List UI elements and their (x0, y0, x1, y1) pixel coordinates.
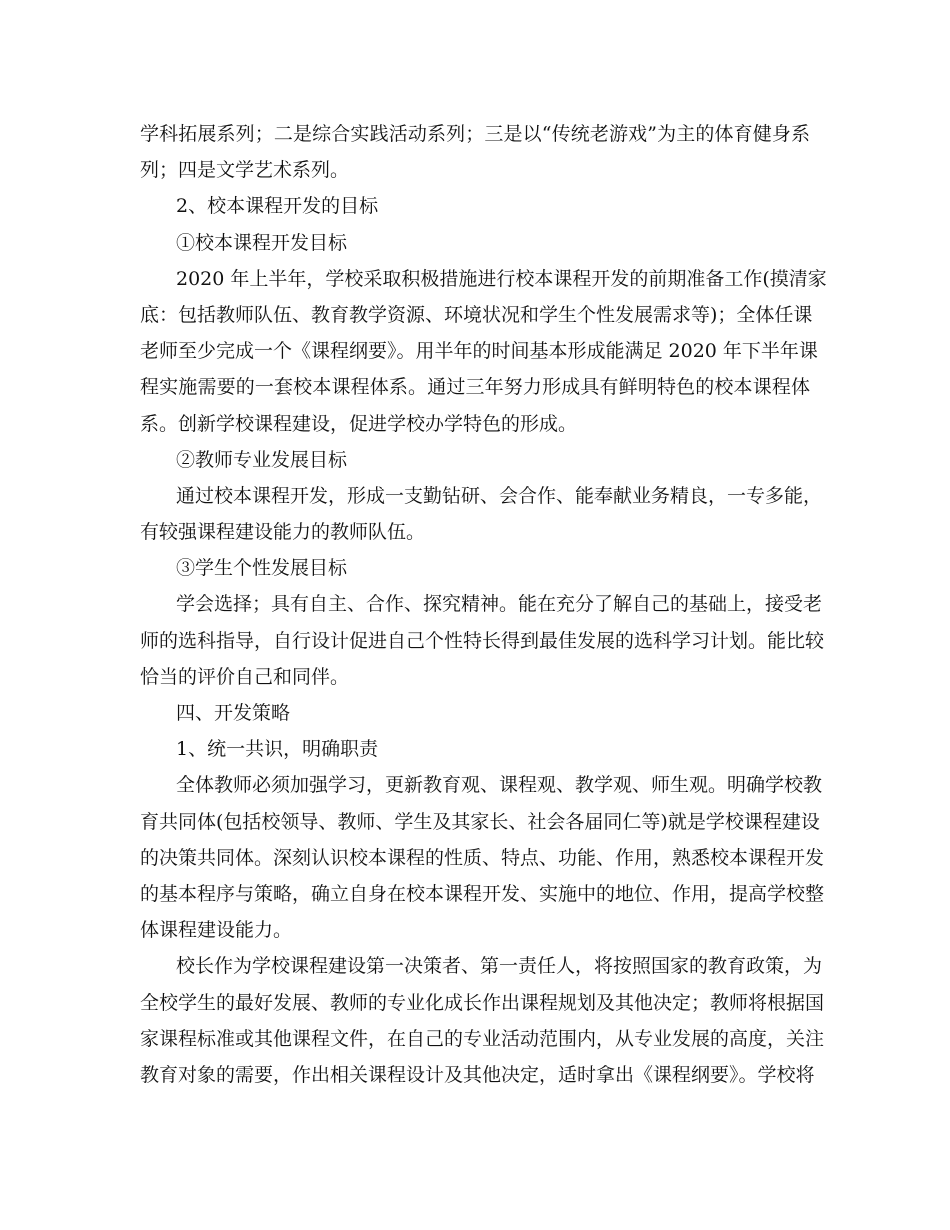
text-line: 系。创新学校课程建设，促进学校办学特色的形成。 (140, 412, 578, 435)
text-line: 全校学生的最好发展、教师的专业化成长作出课程规划及其他决定；教师将根据国 (140, 991, 825, 1014)
document-body (140, 116, 827, 1093)
text-line: 1、统一共识，明确职责 (176, 738, 379, 761)
text-line: 校长作为学校课程建设第一决策者、第一责任人，将按照国家的教育政策，为 (176, 955, 823, 978)
text-line: 教育对象的需要，作出相关课程设计及其他决定，适时拿出《课程纲要》。学校将 (140, 1063, 815, 1086)
text-line: 学科拓展系列；二是综合实践活动系列；三是以“传统老游戏”为主的体育健身系 (140, 123, 810, 145)
text-line: 体课程建设能力。 (140, 919, 293, 942)
text-line: 2020 年上半年，学校采取积极措施进行校本课程开发的前期准备工作(摸清家 (176, 267, 827, 290)
text-line: 的决策共同体。深刻认识校本课程的性质、特点、功能、作用，熟悉校本课程开发 (140, 846, 825, 869)
text-line: ②教师专业发展目标 (176, 448, 348, 471)
text-line: 程实施需要的一套校本课程体系。通过三年努力形成具有鲜明特色的校本课程体 (140, 376, 810, 399)
text-line: 底：包括教师队伍、教育教学资源、环境状况和学生个性发展需求等)；全体任课 (140, 303, 813, 326)
text-line: 四、开发策略 (176, 702, 291, 724)
text-line: 列；四是文学艺术系列。 (140, 159, 350, 182)
text-line: 通过校本课程开发，形成一支勤钻研、会合作、能奉献业务精良，一专多能， (176, 484, 823, 507)
text-line: 家课程标准或其他课程文件，在自己的专业活动范围内，从专业发展的高度，关注 (140, 1027, 825, 1050)
text-line: 全体教师必须加强学习，更新教育观、课程观、教学观、师生观。明确学校教 (176, 774, 823, 797)
text-line: ③学生个性发展目标 (176, 557, 348, 580)
text-line: 育共同体(包括校领导、教师、学生及其家长、社会各届同仁等)就是学校课程建设 (140, 810, 820, 833)
text-line: 的基本程序与策略，确立自身在校本课程开发、实施中的地位、作用，提高学校整 (140, 882, 825, 905)
text-line: 老师至少完成一个《课程纲要》。用半年的时间基本形成能满足 2020 年下半年课 (140, 340, 818, 363)
text-line: 有较强课程建设能力的教师队伍。 (140, 521, 426, 544)
text-line: 恰当的评价自己和同伴。 (140, 665, 350, 688)
text-line: 师的选科指导，自行设计促进自己个性特长得到最佳发展的选科学习计划。能比较 (140, 629, 825, 652)
text-line: 2、校本课程开发的目标 (176, 195, 379, 218)
text-line: 学会选择；具有自主、合作、探究精神。能在充分了解自己的基础上，接受老 (176, 593, 823, 616)
text-line: ①校本课程开发目标 (176, 231, 348, 254)
